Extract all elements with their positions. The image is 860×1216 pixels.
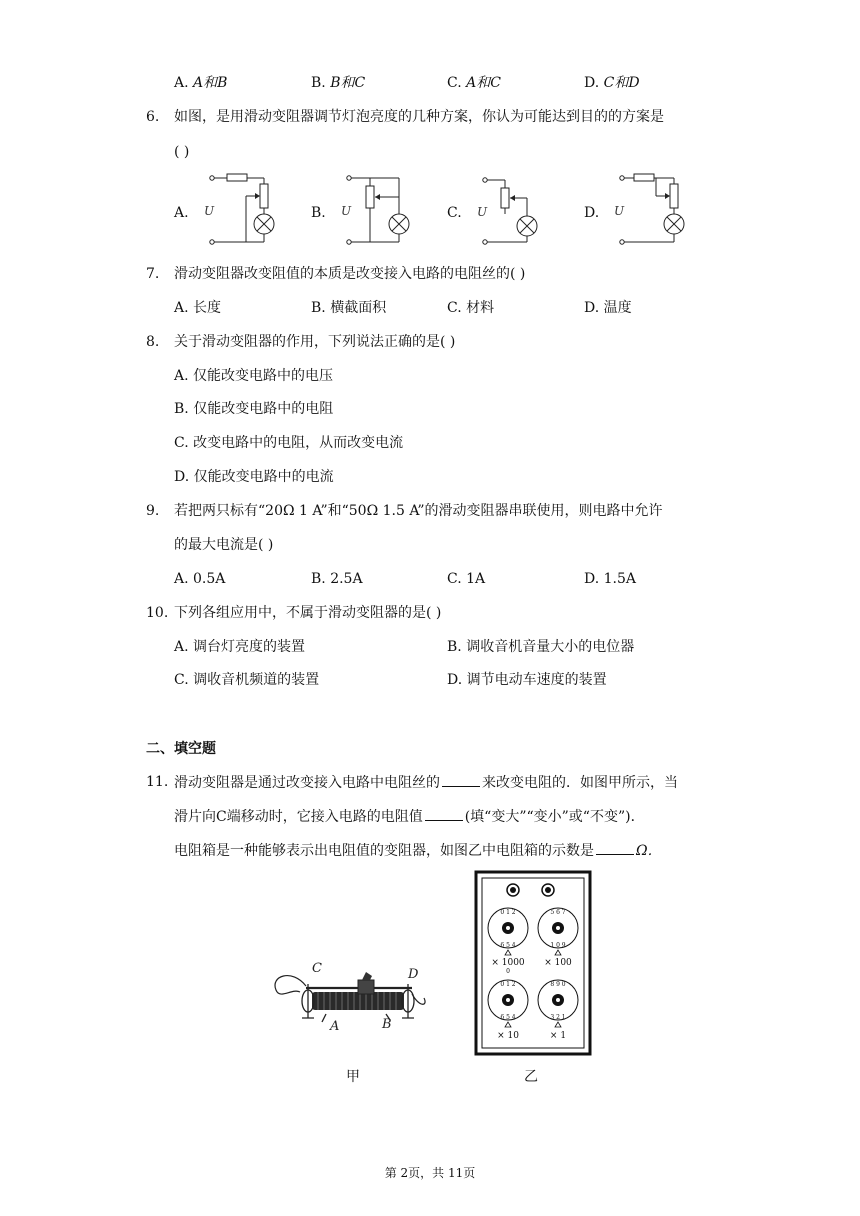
q8-option-a: A. 仅能改变电路中的电压 — [174, 368, 334, 384]
q6-option-a-label: A. — [174, 205, 189, 221]
q11-line2: 滑片向C端移动时，它接入电路的电阻值 (填“变大”“变小”或“不变”)． — [174, 809, 645, 825]
q11-line3: 电阻箱是一种能够表示出电阻值的变阻器，如图乙中电阻箱的示数是 Ω． — [174, 843, 662, 859]
q6-number: 6. — [146, 109, 160, 125]
q10-stem: 下列各组应用中，不属于滑动变阻器的是( ) — [174, 605, 442, 621]
rheostat-label-c: C — [312, 961, 322, 976]
q9-number: 9. — [146, 503, 160, 519]
q7-option-b: B. 横截面积 — [311, 300, 387, 316]
dial-label-x100: × 100 — [544, 958, 572, 968]
q10-option-b: B. 调收音机音量大小的电位器 — [447, 639, 635, 655]
dial-label-x10: × 10 — [497, 1031, 519, 1041]
svg-text:8 9 0: 8 9 0 — [550, 981, 566, 988]
figure-caption-yi: 乙 — [524, 1069, 538, 1085]
circuit-d-diagram — [610, 168, 696, 250]
q9-stem-line1: 若把两只标有“20Ω 1 A”和“50Ω 1.5 A”的滑动变阻器串联使用，则电路中允许 — [174, 503, 663, 519]
svg-text:1 0 9: 1 0 9 — [550, 942, 566, 949]
q8-option-c: C. 改变电路中的电阻，从而改变电流 — [174, 435, 404, 451]
rheostat-label-a: A — [330, 1019, 340, 1034]
q5-option-c: C. A和C — [447, 75, 501, 91]
q10-number: 10. — [146, 605, 169, 621]
rheostat-label-d: D — [408, 967, 419, 982]
q7-stem: 滑动变阻器改变阻值的本质是改变接入电路的电阻丝的( ) — [174, 266, 526, 282]
circuit-b-diagram — [337, 168, 423, 250]
q6-option-b-label: B. — [311, 205, 326, 221]
svg-text:6 5 4: 6 5 4 — [500, 942, 516, 949]
q10-option-d: D. 调节电动车速度的装置 — [447, 672, 607, 688]
page-footer: 第 2页，共 11页 — [384, 1166, 476, 1180]
svg-text:0 1 2: 0 1 2 — [500, 909, 516, 916]
q7-option-a: A. 长度 — [174, 300, 222, 316]
rheostat-figure — [262, 958, 432, 1038]
svg-text:3 2 1: 3 2 1 — [550, 1014, 566, 1021]
q5-option-d: D. C和D — [584, 75, 640, 91]
q9-option-a: A. 0.5A — [174, 571, 226, 587]
circuit-a-u-label: U — [204, 204, 215, 218]
section-title: 二、填空题 — [146, 741, 216, 757]
rheostat-label-b: B — [382, 1017, 392, 1032]
q8-number: 8. — [146, 334, 160, 350]
resistance-box-figure — [474, 870, 592, 1056]
circuit-d-u-label: U — [614, 204, 625, 218]
q9-option-d: D. 1.5A — [584, 571, 637, 587]
q9-option-c: C. 1A — [447, 571, 486, 587]
svg-text:6 5 4: 6 5 4 — [500, 1014, 516, 1021]
q5-option-a: A. A和B — [174, 75, 228, 91]
circuit-a-diagram — [200, 168, 286, 250]
q11-blank-3[interactable] — [596, 841, 634, 855]
circuit-c-diagram — [473, 170, 559, 250]
q7-number: 7. — [146, 266, 160, 282]
q11-blank-2[interactable] — [425, 807, 463, 821]
q6-option-d-label: D. — [584, 205, 600, 221]
q9-stem-line2: 的最大电流是( ) — [174, 537, 274, 553]
q5-option-b: B. B和C — [311, 75, 366, 91]
dial-label-x1: × 1 — [549, 1031, 567, 1041]
figure-caption-jia: 甲 — [346, 1069, 360, 1085]
circuit-c-u-label: U — [477, 205, 488, 219]
q11-line1: 滑动变阻器是通过改变接入电路中电阻丝的 来改变电阻的．如图甲所示，当 — [174, 775, 678, 791]
q8-stem: 关于滑动变阻器的作用，下列说法正确的是( ) — [174, 334, 456, 350]
q7-option-d: D. 温度 — [584, 300, 632, 316]
dial-label-x1000: × 1000 — [491, 958, 525, 968]
q9-option-b: B. 2.5A — [311, 571, 363, 587]
circuit-b-u-label: U — [341, 204, 352, 218]
q11-number: 11. — [146, 774, 169, 790]
q7-option-c: C. 材料 — [447, 300, 495, 316]
q10-option-c: C. 调收音机频道的装置 — [174, 672, 320, 688]
q10-option-a: A. 调台灯亮度的装置 — [174, 639, 306, 655]
dial-zero-mark: 0 — [506, 968, 510, 975]
q6-option-c-label: C. — [447, 205, 462, 221]
svg-text:5 6 7: 5 6 7 — [550, 909, 566, 916]
q6-stem-line2: ( ) — [174, 144, 190, 160]
q8-option-d: D. 仅能改变电路中的电流 — [174, 469, 334, 485]
q11-blank-1[interactable] — [442, 773, 480, 787]
q8-option-b: B. 仅能改变电路中的电阻 — [174, 401, 334, 417]
svg-text:0 1 2: 0 1 2 — [500, 981, 516, 988]
q6-stem-line1: 如图，是用滑动变阻器调节灯泡亮度的几种方案，你认为可能达到目的的方案是 — [174, 109, 664, 125]
